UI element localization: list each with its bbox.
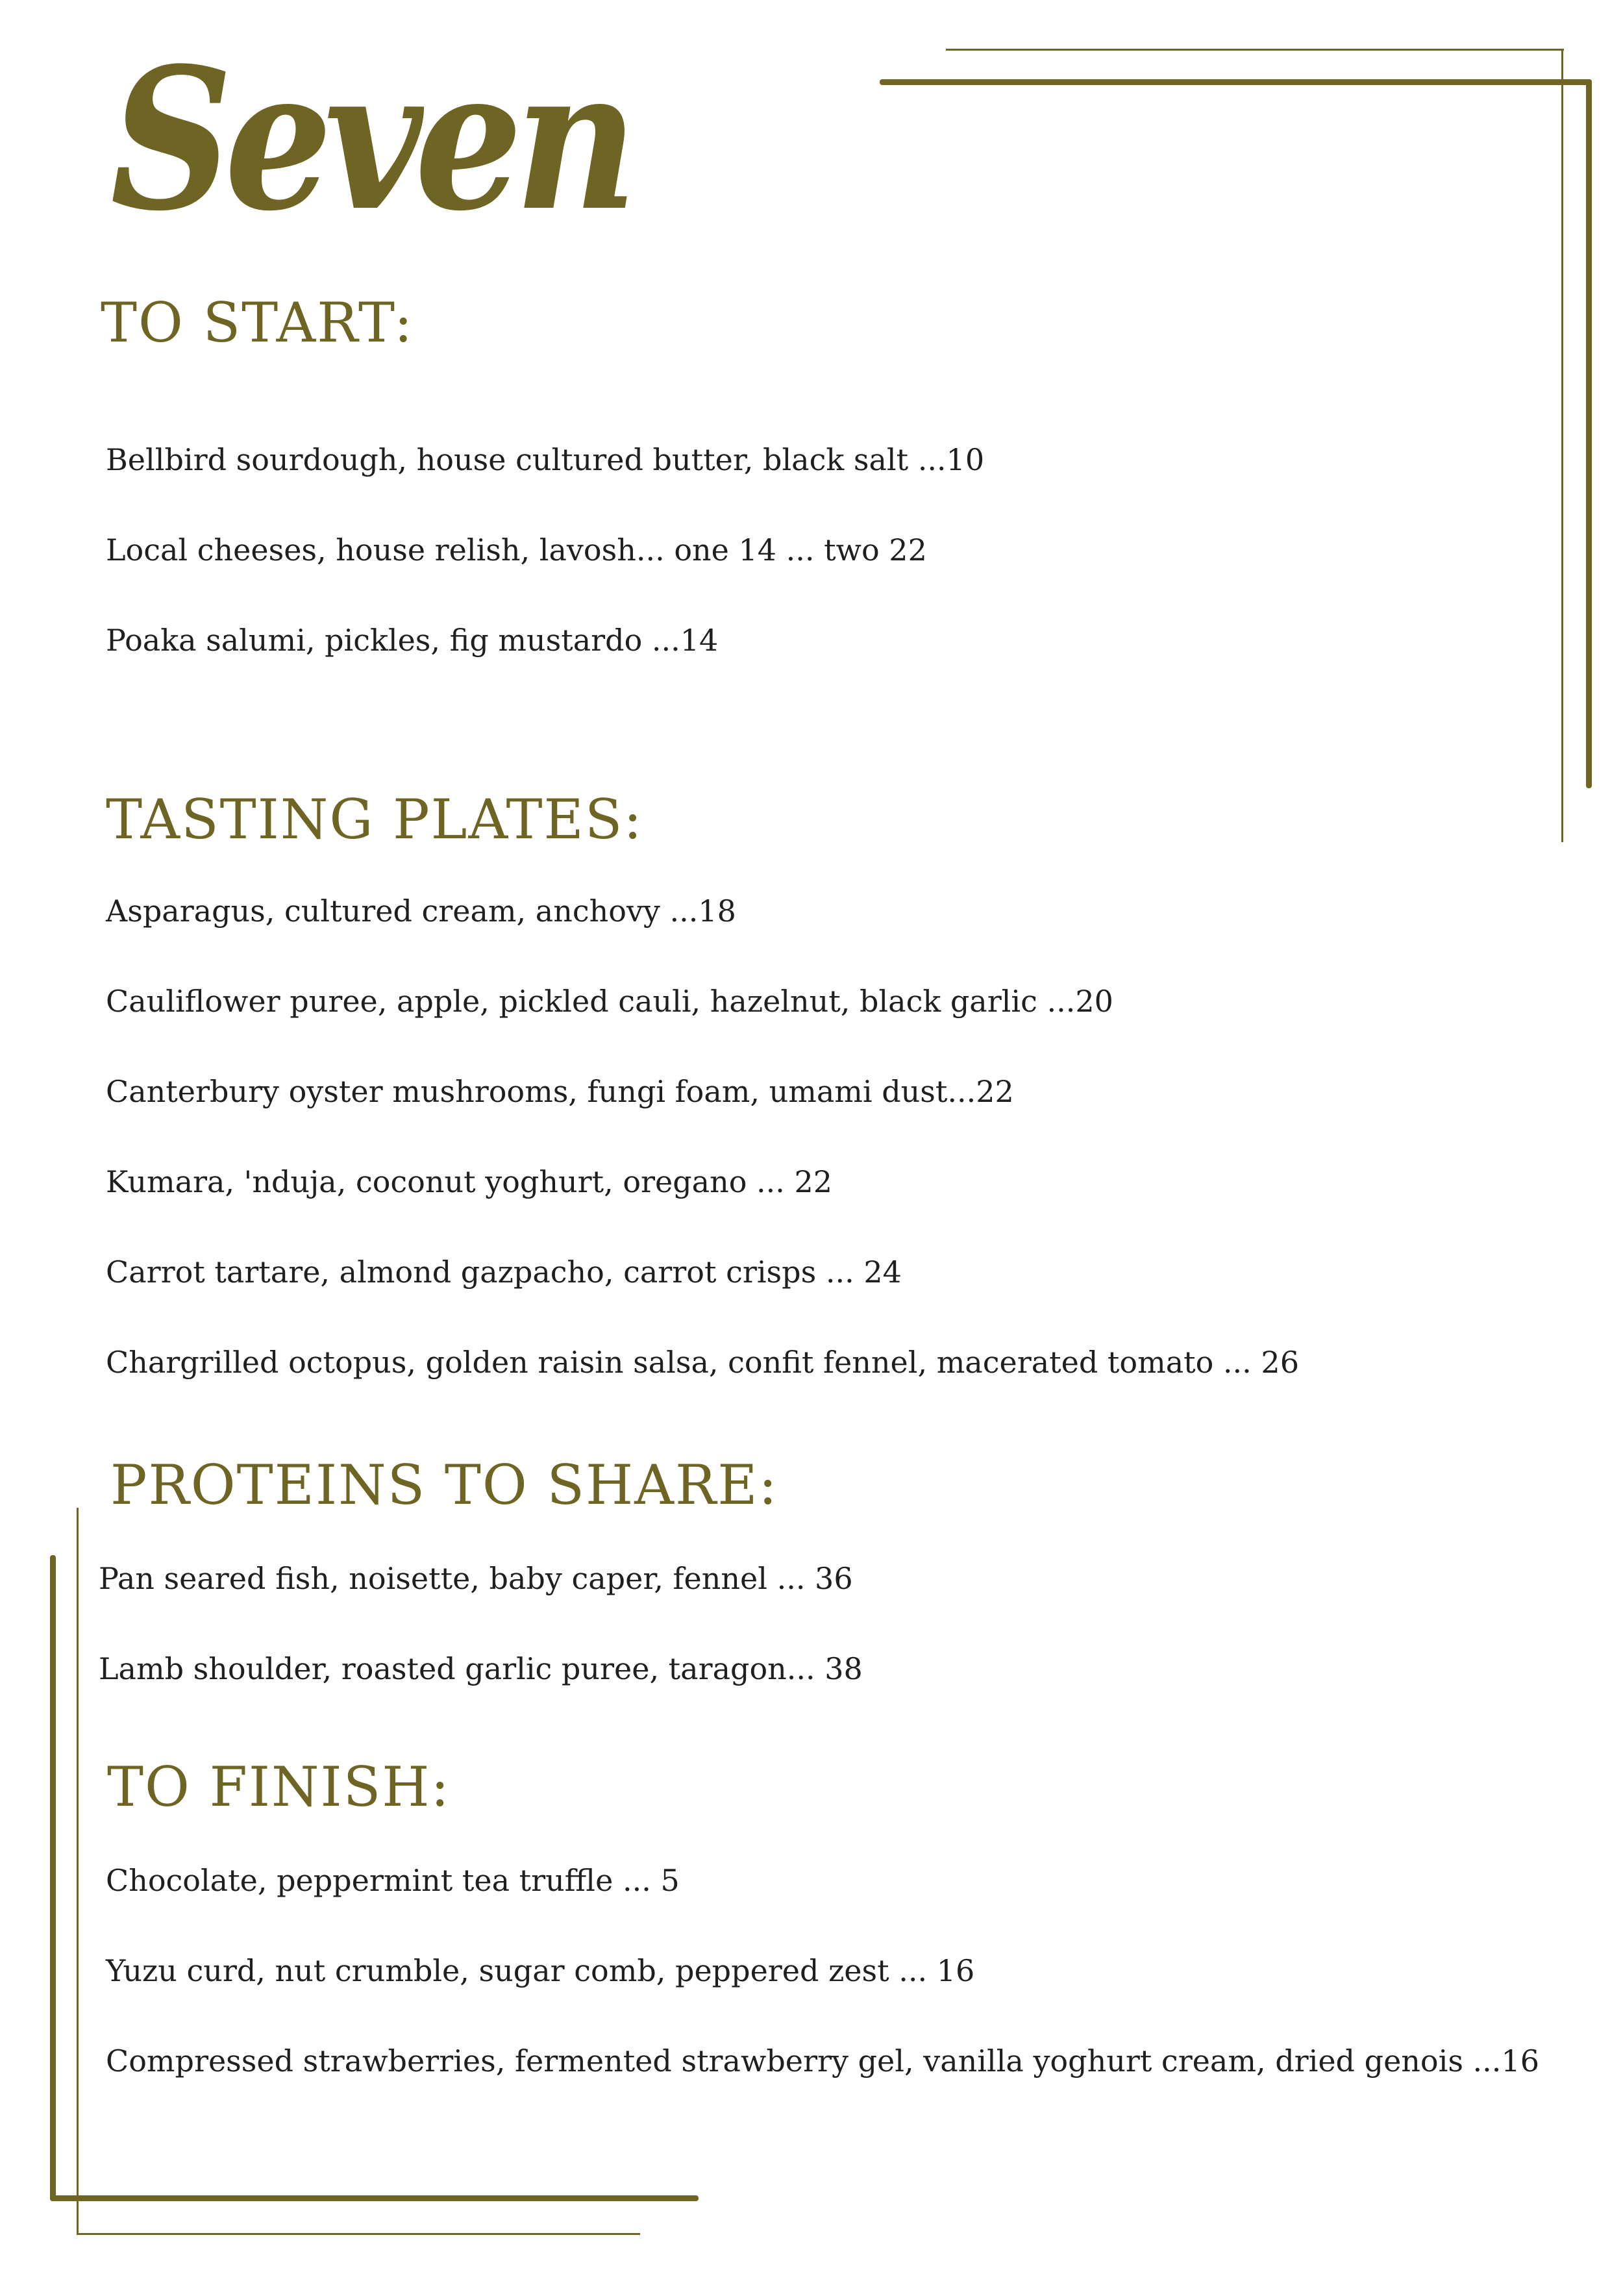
frame-top-right-thin-vertical xyxy=(1561,49,1563,842)
frame-top-right-thick-horizontal xyxy=(880,79,1592,85)
menu-item: Canterbury oyster mushrooms, fungi foam, umami dust...22 xyxy=(106,1074,1014,1109)
section-heading-to-start: TO START: xyxy=(101,291,414,355)
section-heading-to-finish: TO FINISH: xyxy=(107,1755,451,1819)
menu-item: Lamb shoulder, roasted garlic puree, taragon... 38 xyxy=(99,1651,863,1686)
logo-text: Seven xyxy=(110,52,630,234)
menu-item: Local cheeses, house relish, lavosh... one 14 ... two 22 xyxy=(106,532,927,568)
menu-item: Chocolate, peppermint tea truffle ... 5 xyxy=(106,1863,680,1898)
menu-item: Pan seared fish, noisette, baby caper, fennel ... 36 xyxy=(99,1561,853,1596)
frame-top-right-thick-vertical xyxy=(1586,79,1592,788)
menu-item: Chargrilled octopus, golden raisin salsa, confit fennel, macerated tomato ... 26 xyxy=(106,1345,1299,1380)
frame-bottom-left-thick-vertical xyxy=(50,1555,56,2201)
menu-item: Carrot tartare, almond gazpacho, carrot crisps ... 24 xyxy=(106,1254,902,1290)
menu-item: Cauliflower puree, apple, pickled cauli, hazelnut, black garlic ...20 xyxy=(106,984,1113,1019)
frame-bottom-left-thick-horizontal xyxy=(50,2195,699,2201)
section-heading-proteins-to-share: PROTEINS TO SHARE: xyxy=(110,1453,778,1517)
frame-bottom-left-thin-horizontal xyxy=(77,2233,640,2235)
menu-item: Compressed strawberries, fermented strawberry gel, vanilla yoghurt cream, dried genois ...16 xyxy=(106,2043,1539,2078)
menu-item: Bellbird sourdough, house cultured butter, black salt ...10 xyxy=(106,442,985,477)
menu-item: Poaka salumi, pickles, fig mustardo ...14 xyxy=(106,623,719,658)
frame-bottom-left-thin-vertical xyxy=(77,1508,79,2235)
menu-item: Asparagus, cultured cream, anchovy ...18 xyxy=(106,893,736,929)
seven-logo xyxy=(110,52,649,234)
menu-item: Kumara, 'nduja, coconut yoghurt, oregano ... 22 xyxy=(106,1164,833,1199)
section-heading-tasting-plates: TASTING PLATES: xyxy=(106,788,643,851)
frame-top-right-thin-horizontal xyxy=(946,49,1564,51)
menu-item: Yuzu curd, nut crumble, sugar comb, peppered zest ... 16 xyxy=(106,1953,975,1988)
